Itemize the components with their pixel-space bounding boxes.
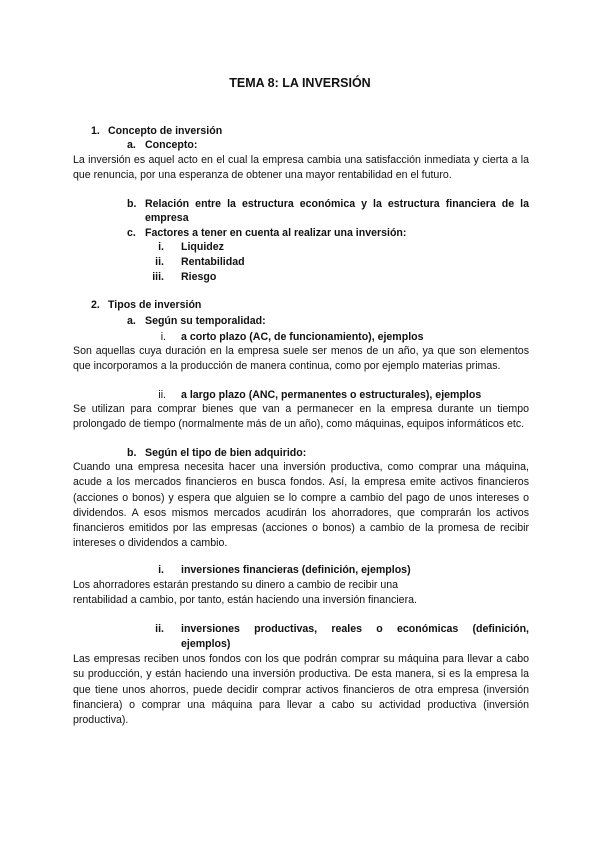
s2-b-ii-paragraph: Las empresas reciben unos fondos con los que podrán comprar su máquina para llevar a cabo su producción, y están haciendo una inversión productiva. De esta manera, si es la empresa la que tiene unos ahorros, puede decidir comprar activos financieros de otra empresa (inversión financiera) o comprar una máquina para llevar a cabo su actividad productiva (inversión productiva). <box>73 653 529 727</box>
s1-b-heading-line2: empresa <box>145 212 189 224</box>
s2-b-ii-heading-line2: ejemplos) <box>181 638 231 650</box>
s2-b-i-heading: inversiones financieras (definición, ejemplos) <box>181 564 411 576</box>
s2-a-i-heading: a corto plazo (AC, de funcionamiento), ejemplos <box>181 331 424 343</box>
s2-b-paragraph: Cuando una empresa necesita hacer una inversión productiva, como comprar una máquina, acude a los mercados financieros en busca fondos. Así, la empresa emite activos financieros (acciones o bonos) y espera que alguien se lo compre a cambio del pago de unos intereses o dividendos. A esos mismos mercados acudirán los ahorradores, que comprarán los activos financieros emitidos por las empresas (acciones o bonos) a cambio de la promesa de recibir intereses o dividendos a cambio. <box>73 461 529 550</box>
factor-3-marker: iii. <box>152 271 164 283</box>
s2-a-marker: a. <box>127 315 136 327</box>
s2-a-ii-heading: a largo plazo (ANC, permanentes o estructurales), ejemplos <box>181 389 482 401</box>
s2-a-ii-paragraph: Se utilizan para comprar bienes que van a permanecer en la empresa durante un tiempo prolongado de tiempo (normalmente más de un año), como máquinas, equipos informáticos etc. <box>73 403 529 431</box>
s2-a-heading: Según su temporalidad: <box>145 315 266 327</box>
section-1-number: 1. <box>91 125 100 137</box>
section-2-heading: Tipos de inversión <box>108 299 202 311</box>
s2-b-i-text-line1: Los ahorradores estarán prestando su dinero a cambio de recibir una <box>73 579 399 591</box>
s2-a-ii-marker: ii. <box>158 389 166 401</box>
s2-b-i-marker: i. <box>158 564 164 576</box>
s1-a-heading: Concepto: <box>145 139 198 151</box>
factor-3-label: Riesgo <box>181 271 217 283</box>
s1-a-paragraph: La inversión es aquel acto en el cual la empresa cambia una satisfacción inmediata y cierta a la que renuncia, por una esperanza de obtener una mayor rentabilidad en el futuro. <box>73 154 529 182</box>
s1-c-heading: Factores a tener en cuenta al realizar una inversión: <box>145 227 407 239</box>
s1-a-marker: a. <box>127 139 136 151</box>
s2-b-ii-heading-line1: inversiones productivas, reales o económicas (definición, <box>181 623 529 635</box>
s2-a-i-paragraph: Son aquellas cuya duración en la empresa suele ser menos de un año, ya que son elementos que incorporamos a la producción de manera continua, como por ejemplo materias primas. <box>73 345 529 373</box>
factor-2-marker: ii. <box>155 256 164 268</box>
s2-b-heading: Según el tipo de bien adquirido: <box>145 447 307 459</box>
factor-1-label: Liquidez <box>181 241 224 253</box>
s2-b-i-text-line2: rentabilidad a cambio, por tanto, están haciendo una inversión financiera. <box>73 594 417 606</box>
s2-b-marker: b. <box>127 447 137 459</box>
factor-2-label: Rentabilidad <box>181 256 245 268</box>
section-1-heading: Concepto de inversión <box>108 125 223 137</box>
factor-1-marker: i. <box>158 241 164 253</box>
s1-b-heading-line1: Relación entre la estructura económica y la estructura financiera de la <box>145 198 529 210</box>
s2-b-ii-marker: ii. <box>155 623 164 635</box>
s2-a-i-marker: i. <box>160 331 166 343</box>
page-title: TEMA 8: LA INVERSIÓN <box>229 76 371 90</box>
s1-c-marker: c. <box>127 227 136 239</box>
section-2-number: 2. <box>91 299 100 311</box>
s1-b-marker: b. <box>127 198 137 210</box>
